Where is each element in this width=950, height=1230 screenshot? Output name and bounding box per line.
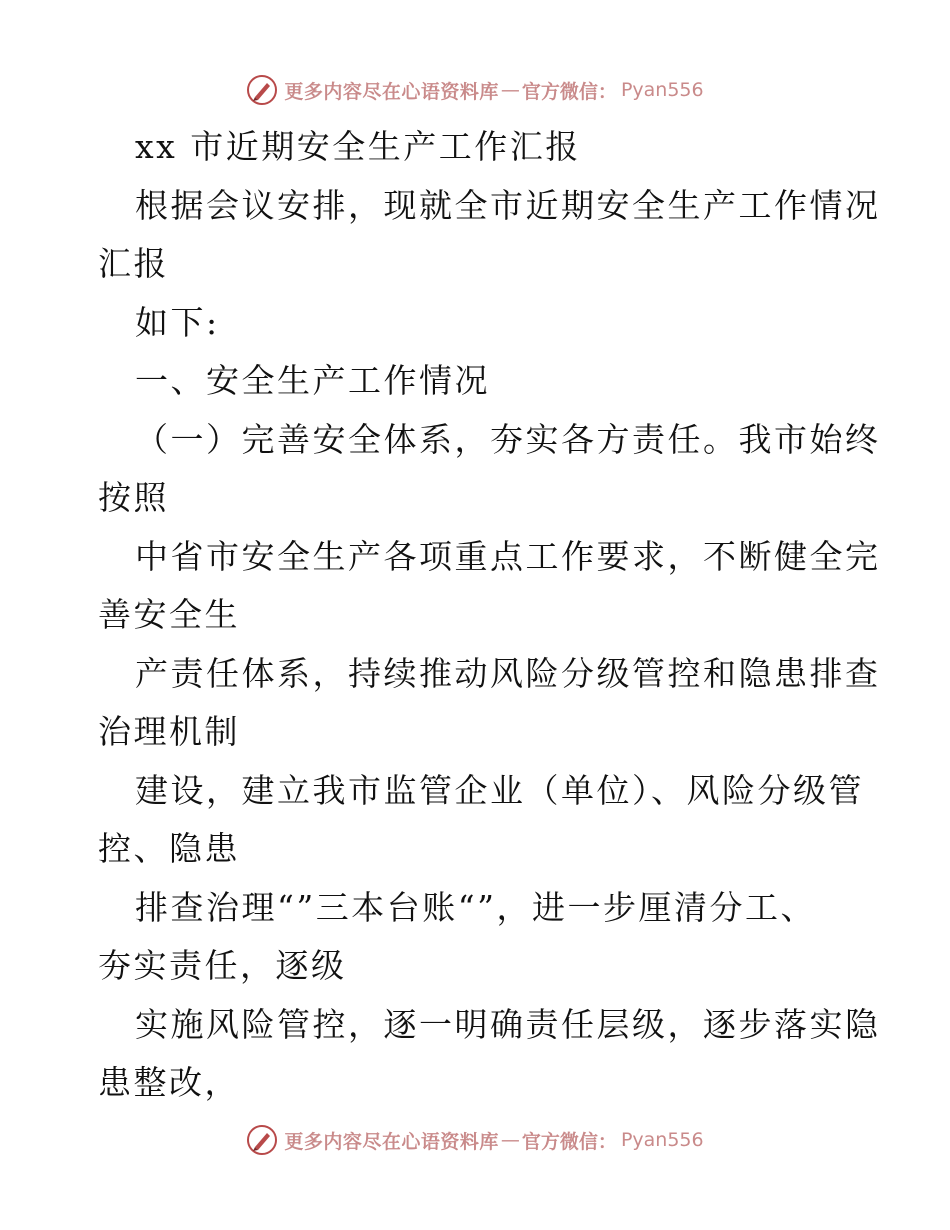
paragraph-line: 按照 xyxy=(98,478,169,517)
watermark-id: Pyan556 xyxy=(620,79,704,101)
paragraph-line: 实施风险管控，逐一明确责任层级，逐步落实隐 xyxy=(135,1004,881,1044)
paragraph-line: 中省市安全生产各项重点工作要求，不断健全完 xyxy=(135,536,881,576)
paragraph-line: 如下: xyxy=(135,302,220,342)
watermark-label: 官方微信： xyxy=(521,80,617,103)
pen-logo-icon xyxy=(246,74,278,106)
document-title: xx 市近期安全生产工作汇报 xyxy=(135,127,581,166)
watermark-id: Pyan556 xyxy=(620,1129,704,1151)
watermark-label: 官方微信： xyxy=(521,1130,617,1153)
paragraph-line: （一）完善安全体系，夯实各方责任。我市始终 xyxy=(135,419,881,459)
pen-logo-icon xyxy=(246,1124,278,1156)
watermark-separator: — xyxy=(500,1129,520,1151)
paragraph-line: 排查治理“”三本台账“”，进一步厘清分工、 xyxy=(135,887,816,927)
watermark-separator: — xyxy=(500,79,520,101)
paragraph-line: 控、隐患 xyxy=(98,829,240,868)
paragraph-line: 治理机制 xyxy=(98,712,240,751)
paragraph-line: 建设，建立我市监管企业（单位）、风险分级管 xyxy=(135,770,864,810)
watermark-text: 更多内容尽在心语资料库 xyxy=(284,80,499,103)
watermark-text: 更多内容尽在心语资料库 xyxy=(284,1130,499,1153)
watermark-header xyxy=(0,70,950,110)
section-heading: 一、安全生产工作情况 xyxy=(135,361,490,400)
paragraph-line: 患整改， xyxy=(98,1063,240,1102)
paragraph-line: 夯实责任，逐级 xyxy=(98,946,347,985)
paragraph-line: 根据会议安排，现就全市近期安全生产工作情况 xyxy=(135,185,881,225)
paragraph-line: 善安全生 xyxy=(98,595,240,634)
paragraph-line: 产责任体系，持续推动风险分级管控和隐患排查 xyxy=(135,653,881,693)
paragraph-line: 汇报 xyxy=(98,244,169,283)
document-body xyxy=(98,118,881,1113)
watermark-footer xyxy=(0,1120,950,1160)
